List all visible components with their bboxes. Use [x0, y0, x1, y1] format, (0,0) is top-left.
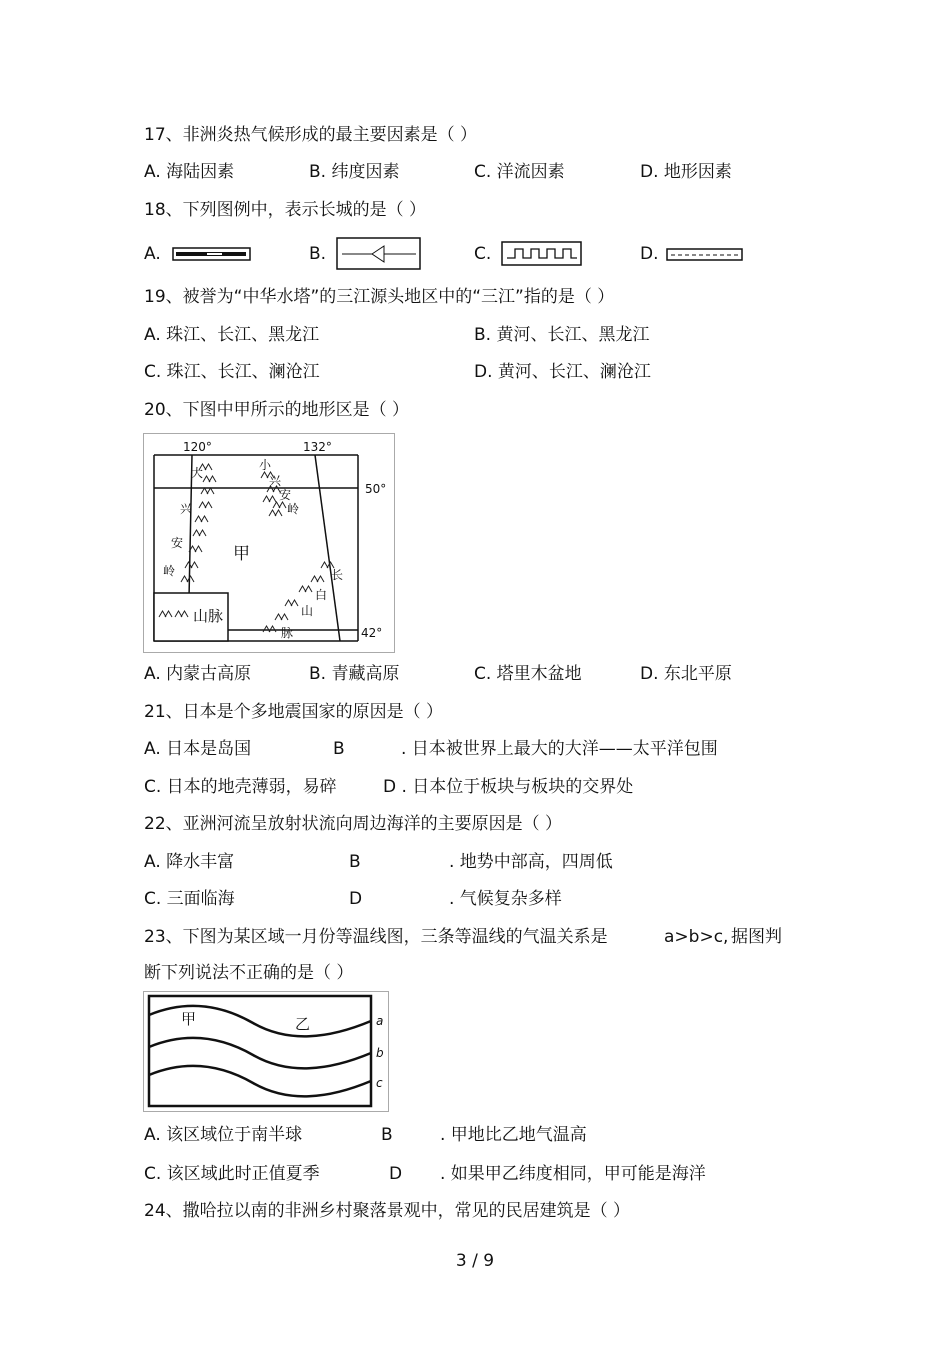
q22-option-b-letter: B [349, 852, 361, 872]
q23-option-a: A. 该区域位于南半球 [144, 1125, 303, 1145]
question-23-stem-part2: 断下列说法不正确的是（ ） [144, 963, 354, 983]
q20-option-c: C. 塔里木盆地 [474, 664, 582, 684]
q21-option-b-letter: B [333, 739, 345, 759]
isotherm-tag-b: b [376, 1046, 384, 1060]
q22-option-c: C. 三面临海 [144, 889, 235, 909]
isotherm-map [143, 991, 389, 1112]
q20-option-d: D. 东北平原 [640, 664, 732, 684]
legend-symbol-c-icon [501, 241, 583, 267]
q21-option-d: D . 日本位于板块与板块的交界处 [383, 777, 634, 797]
q23-option-d-letter: D [389, 1164, 403, 1184]
map-xxal-char-2: 兴 [269, 474, 282, 488]
legend-symbol-a-icon [172, 246, 252, 262]
page-number: 3 / 9 [455, 1251, 495, 1271]
q18-option-c: C. [474, 244, 492, 264]
question-17-stem: 17、非洲炎热气候形成的最主要因素是（ ） [144, 125, 478, 145]
question-19-stem: 19、被誉为“中华水塔”的三江源头地区中的“三江”指的是（ ） [144, 287, 615, 307]
map-xxal-char-4: 岭 [287, 502, 300, 516]
question-24-stem: 24、撒哈拉以南的非洲乡村聚落景观中，常见的民居建筑是（ ） [144, 1201, 631, 1221]
q17-option-b: B. 纬度因素 [309, 162, 400, 182]
map-lon-right: 132° [303, 440, 332, 454]
map-dxal-char-1: 大 [191, 466, 204, 480]
map-lat-top: 50° [365, 482, 387, 496]
map-xxal-char-3: 安 [279, 488, 292, 502]
q19-option-d: D. 黄河、长江、澜沧江 [474, 362, 651, 382]
q22-option-b-text: . 地势中部高，四周低 [449, 852, 613, 872]
legend-symbol-b-icon [336, 237, 422, 271]
q18-option-d: D. [640, 244, 659, 264]
q22-option-a: A. 降水丰富 [144, 852, 235, 872]
q18-option-a: A. [144, 244, 161, 264]
q19-option-c: C. 珠江、长江、澜沧江 [144, 362, 320, 382]
q21-option-a: A. 日本是岛国 [144, 739, 252, 759]
map-cbs-char-1: 长 [331, 568, 344, 582]
q20-option-a: A. 内蒙古高原 [144, 664, 252, 684]
question-22-stem: 22、亚洲河流呈放射状流向周边海洋的主要原因是（ ） [144, 814, 563, 834]
question-23-relation: a>b>c, [664, 927, 729, 947]
isotherm-tag-c: c [376, 1076, 383, 1090]
q18-option-b: B. [309, 244, 327, 264]
q19-option-a: A. 珠江、长江、黑龙江 [144, 325, 320, 345]
map-legend-label: 山脉 [193, 607, 224, 625]
q21-option-c: C. 日本的地壳薄弱，易碎 [144, 777, 337, 797]
map-xxal-char-1: 小 [259, 458, 272, 472]
q17-option-d: D. 地形因素 [640, 162, 732, 182]
q23-option-c: C. 该区域此时正值夏季 [144, 1164, 320, 1184]
map-dxal-char-4: 岭 [163, 564, 176, 578]
q17-option-c: C. 洋流因素 [474, 162, 565, 182]
map-region-label: 甲 [233, 544, 250, 564]
map-cbs-char-4: 脉 [281, 626, 294, 640]
q23-option-b-letter: B [381, 1125, 393, 1145]
q20-option-b: B. 青藏高原 [309, 664, 400, 684]
isotherm-label-yi: 乙 [295, 1015, 311, 1033]
q22-option-d-text: . 气候复杂多样 [449, 889, 562, 909]
isotherm-label-jia: 甲 [181, 1010, 197, 1028]
q22-option-d-letter: D [349, 889, 363, 909]
map-lon-left: 120° [183, 440, 212, 454]
map-dxal-char-3: 安 [171, 536, 184, 550]
q23-option-b-text: . 甲地比乙地气温高 [440, 1125, 587, 1145]
q17-option-a: A. 海陆因素 [144, 162, 235, 182]
map-dxal-char-2: 兴 [180, 502, 193, 516]
q23-option-d-text: . 如果甲乙纬度相同，甲可能是海洋 [440, 1164, 706, 1184]
map-cbs-char-3: 山 [301, 604, 314, 618]
northeast-china-terrain-map [143, 433, 395, 653]
question-23-stem-part1: 23、下图为某区域一月份等温线图，三条等温线的气温关系是 [144, 927, 608, 947]
map-cbs-char-2: 白 [315, 588, 328, 602]
question-18-stem: 18、下列图例中，表示长城的是（ ） [144, 200, 427, 220]
question-23-stem-end: 据图判 [731, 927, 782, 947]
legend-symbol-d-icon [666, 248, 744, 262]
question-20-stem: 20、下图中甲所示的地形区是（ ） [144, 400, 410, 420]
isotherm-tag-a: a [376, 1014, 384, 1028]
q19-option-b: B. 黄河、长江、黑龙江 [474, 325, 650, 345]
question-21-stem: 21、日本是个多地震国家的原因是（ ） [144, 702, 444, 722]
q21-option-b-text: . 日本被世界上最大的大洋——太平洋包围 [401, 739, 718, 759]
map-lat-bottom: 42° [361, 626, 383, 640]
